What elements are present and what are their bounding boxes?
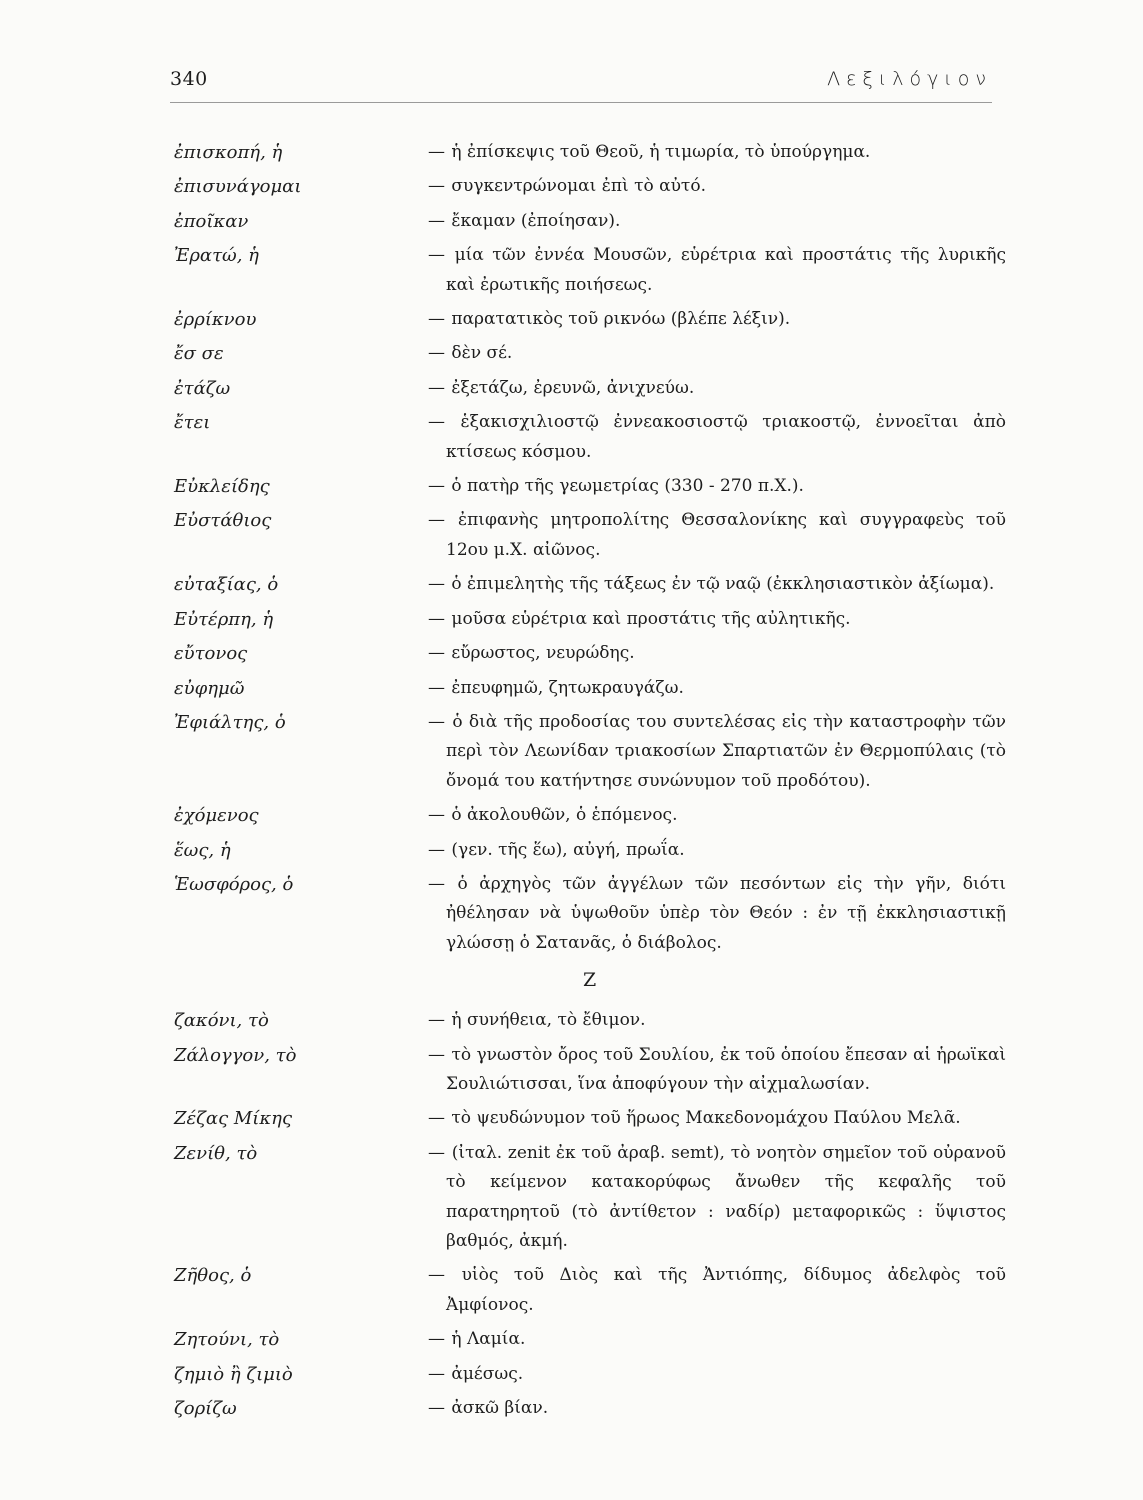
entry-definition: ἀμέσως.	[451, 1363, 524, 1384]
entry-headword: ἐπισκοπή, ἡ	[174, 142, 283, 163]
glossary-entry	[0, 1325, 1143, 1354]
entry-definition-block	[428, 708, 1006, 796]
glossary-entry	[0, 674, 1143, 703]
entry-definition: ἡ Λαμία.	[451, 1329, 526, 1350]
glossary-entry	[0, 1360, 1143, 1389]
em-dash: —	[428, 643, 445, 664]
glossary-entry	[0, 138, 1143, 167]
entry-headword: ἐποῖκαν	[174, 210, 249, 232]
entry-definition: συγκεντρώνομαι ἐπὶ τὸ αὐτό.	[451, 176, 706, 197]
page-header	[170, 68, 992, 104]
entry-definition: ἡ συνήθεια, τὸ ἔθιμον.	[451, 1010, 646, 1031]
glossary-entry	[0, 870, 1143, 958]
entry-headword: εὐφημῶ	[174, 677, 245, 699]
entry-definition: (ἰταλ. zenit ἐκ τοῦ ἀραβ. semt), τὸ νοητὸν σημεῖον τοῦ οὐρανοῦ τὸ κείμενον κατακορύφως ἄνωθεν τῆς κεφαλῆς τοῦ παρατηρητοῦ (τὸ ἀντίθετον : ναδίρ) μεταφορικῶς : ὕψιστος βαθμός, ἀκμή.	[446, 1142, 1006, 1251]
entry-headword: ἐπισυνάγομαι	[174, 176, 302, 198]
entry-definition-block	[428, 506, 1006, 565]
entry-headword: ἐχόμενος	[174, 805, 259, 827]
entry-definition: ὁ ἐπιμελητὴς τῆς τάξεως ἐν τῷ ναῷ (ἐκκλησιαστικὸν ἀξίωμα).	[451, 574, 995, 595]
entry-definition: ὁ ἀρχηγὸς τῶν ἀγγέλων τῶν πεσόντων εἰς τὴν γῆν, διότι ἠθέλησαν νὰ ὑψωθοῦν ὑπὲρ τὸν Θεόν : ἐν τῇ ἐκκλησιαστικῇ γλώσσῃ ὁ Σατανᾶς, ὁ διάβολος.	[446, 873, 1006, 953]
entry-definition-block	[428, 1325, 1006, 1354]
entry-definition-block	[428, 639, 1006, 668]
entry-definition: εὔρωστος, νευρώδης.	[451, 643, 635, 664]
entry-definition-block	[428, 172, 1006, 201]
glossary-list	[0, 138, 1143, 1428]
entry-headword: εὔτονος	[174, 643, 248, 665]
glossary-entry	[0, 207, 1143, 236]
entry-definition-block	[428, 408, 1006, 467]
entry-definition-block	[428, 374, 1006, 403]
entry-definition: υἱὸς τοῦ Διὸς καὶ τῆς Ἀντιόπης, δίδυμος ἀδελφὸς τοῦ Ἀμφίονος.	[446, 1265, 1006, 1315]
entry-headword: ἐρρίκνου	[174, 309, 257, 331]
glossary-entry	[0, 374, 1143, 403]
em-dash: —	[428, 873, 445, 894]
em-dash: —	[428, 839, 445, 860]
entry-headword: ἔτει	[174, 412, 211, 434]
entry-definition: παρατατικὸς τοῦ ρικνόω (βλέπε λέξιν).	[451, 309, 791, 330]
entry-definition-block	[428, 207, 1006, 236]
entry-definition: ἐπιφανὴς μητροπολίτης Θεσσαλονίκης καὶ συγγραφεὺς τοῦ 12ου μ.Χ. αἰῶνος.	[446, 510, 1007, 560]
glossary-entry	[0, 836, 1143, 865]
entry-definition: δὲν σέ.	[451, 343, 513, 364]
entry-headword: Ἑωσφόρος, ὁ	[174, 873, 294, 895]
entry-headword: ἕως, ἡ	[174, 839, 231, 861]
entry-definition-block	[428, 1394, 1006, 1423]
running-title: Λεξιλόγιον	[827, 68, 992, 90]
entry-definition: ἐξετάζω, ἐρευνῶ, ἀνιχνεύω.	[451, 377, 695, 398]
entry-definition: ἔκαμαν (ἐποίησαν).	[451, 210, 621, 231]
entry-definition-block	[428, 801, 1006, 830]
em-dash: —	[428, 1265, 445, 1286]
em-dash: —	[428, 176, 445, 197]
glossary-entry	[0, 339, 1143, 368]
entry-definition-block	[428, 305, 1006, 334]
entry-headword: Ζητούνι, τὸ	[174, 1329, 280, 1351]
entry-definition-block	[428, 605, 1006, 634]
entry-definition-block	[428, 472, 1006, 501]
em-dash: —	[428, 142, 445, 162]
entry-definition: ἡ ἐπίσκεψις τοῦ Θεοῦ, ἡ τιμωρία, τὸ ὑπούργημα.	[451, 142, 871, 162]
entry-definition: ἐπευφημῶ, ζητωκραυγάζω.	[451, 677, 684, 698]
entry-definition-block	[428, 570, 1006, 599]
entry-definition-block	[428, 339, 1006, 368]
glossary-entry	[0, 1139, 1143, 1257]
glossary-entry	[0, 408, 1143, 467]
entry-definition: ὁ πατὴρ τῆς γεωμετρίας (330 - 270 π.Χ.).	[451, 476, 804, 497]
section-letter: Ζ	[583, 969, 597, 992]
entry-headword: Εὐτέρπη, ἡ	[174, 608, 274, 630]
entry-definition: μοῦσα εὑρέτρια καὶ προστάτις τῆς αὐλητικῆς.	[451, 608, 851, 629]
entry-definition: μία τῶν ἐννέα Μουσῶν, εὑρέτρια καὶ προστάτις τῆς λυρικῆς καὶ ἐρωτικῆς ποιήσεως.	[446, 245, 1006, 295]
glossary-entry	[0, 172, 1143, 201]
entry-definition-block	[428, 836, 1006, 865]
em-dash: —	[428, 677, 445, 698]
glossary-entry	[0, 241, 1143, 300]
entry-definition-block	[428, 138, 1006, 167]
glossary-entry	[0, 570, 1143, 599]
em-dash: —	[428, 510, 445, 531]
entry-definition: ἀσκῶ βίαν.	[451, 1398, 549, 1419]
glossary-entry	[0, 1041, 1143, 1100]
entry-definition-block	[428, 1360, 1006, 1389]
em-dash: —	[428, 1329, 445, 1350]
em-dash: —	[428, 1108, 445, 1129]
header-rule	[170, 102, 992, 103]
em-dash: —	[428, 574, 445, 595]
entry-headword: Ἐφιάλτης, ὁ	[174, 711, 286, 733]
em-dash: —	[428, 309, 445, 330]
entry-definition: ὁ ἀκολουθῶν, ὁ ἑπόμενος.	[451, 805, 678, 826]
glossary-entry	[0, 708, 1143, 796]
entry-headword: ζημιὸ ἢ ζιμιὸ	[174, 1363, 293, 1385]
glossary-entry	[0, 1261, 1143, 1320]
entry-headword: Ζῆθος, ὁ	[174, 1265, 252, 1287]
em-dash: —	[428, 343, 445, 364]
entry-headword: Ἐρατώ, ἡ	[174, 245, 259, 267]
glossary-entry	[0, 801, 1143, 830]
entry-headword: Ζέζας Μίκης	[174, 1108, 293, 1130]
entry-definition-block	[428, 870, 1006, 958]
glossary-entry	[0, 1394, 1143, 1423]
entry-definition: ἑξακισχιλιοστῷ ἐννεακοσιοστῷ τριακοστῷ, ἐννοεῖται ἀπὸ κτίσεως κόσμου.	[446, 412, 1007, 462]
entry-definition: ὁ διὰ τῆς προδοσίας του συντελέσας εἰς τὴν καταστροφὴν τῶν περὶ τὸν Λεωνίδαν τριακοσίων Σπαρτιατῶν ἐν Θερμοπύλαις (τὸ ὄνομά του κατήντησε συνώνυμον τοῦ προδότου).	[446, 711, 1007, 791]
glossary-entry	[0, 1104, 1143, 1133]
entry-headword: ζακόνι, τὸ	[174, 1010, 269, 1032]
glossary-entry	[0, 639, 1143, 668]
em-dash: —	[428, 1398, 445, 1419]
em-dash: —	[428, 412, 445, 433]
glossary-entry	[0, 605, 1143, 634]
entry-definition-block	[428, 1104, 1006, 1133]
entry-headword: Εὐκλείδης	[174, 476, 270, 498]
entry-definition-block	[428, 241, 1006, 300]
page-number: 340	[170, 68, 208, 90]
em-dash: —	[428, 805, 445, 826]
em-dash: —	[428, 377, 445, 398]
glossary-entry	[0, 1006, 1143, 1035]
entry-headword: εὐταξίας, ὁ	[174, 574, 279, 596]
em-dash: —	[428, 1010, 445, 1031]
em-dash: —	[428, 608, 445, 629]
entry-headword: Εὐστάθιος	[174, 510, 272, 532]
entry-definition: τὸ ψευδώνυμον τοῦ ἥρωος Μακεδονομάχου Παύλου Μελᾶ.	[451, 1108, 961, 1129]
entry-definition-block	[428, 1139, 1006, 1257]
entry-headword: ἔσ σε	[174, 343, 224, 365]
glossary-entry	[0, 506, 1143, 565]
entry-definition: (γεν. τῆς ἕω), αὐγή, πρωΐα.	[451, 839, 685, 860]
entry-headword: Ζενίθ, τὸ	[174, 1142, 258, 1164]
em-dash: —	[428, 476, 445, 497]
entry-definition-block	[428, 1006, 1006, 1035]
entry-definition: τὸ γνωστὸν ὄρος τοῦ Σουλίου, ἐκ τοῦ ὁποίου ἔπεσαν αἱ ἡρωϊκαὶ Σουλιώτισσαι, ἵνα ἀποφύγουν τὴν αἰχμαλωσίαν.	[446, 1044, 1006, 1094]
glossary-entry	[0, 472, 1143, 501]
em-dash: —	[428, 210, 445, 231]
entry-headword: ζορίζω	[174, 1398, 237, 1420]
entry-headword: Ζάλογγον, τὸ	[174, 1044, 297, 1066]
glossary-entry	[0, 305, 1143, 334]
entry-definition-block	[428, 674, 1006, 703]
entry-definition-block	[428, 1261, 1006, 1320]
em-dash: —	[428, 1044, 445, 1065]
em-dash: —	[428, 711, 445, 732]
em-dash: —	[428, 1363, 445, 1384]
entry-definition-block	[428, 1041, 1006, 1100]
em-dash: —	[428, 1142, 445, 1163]
em-dash: —	[428, 245, 445, 266]
entry-headword: ἐτάζω	[174, 377, 231, 399]
section-heading	[0, 963, 1143, 1006]
